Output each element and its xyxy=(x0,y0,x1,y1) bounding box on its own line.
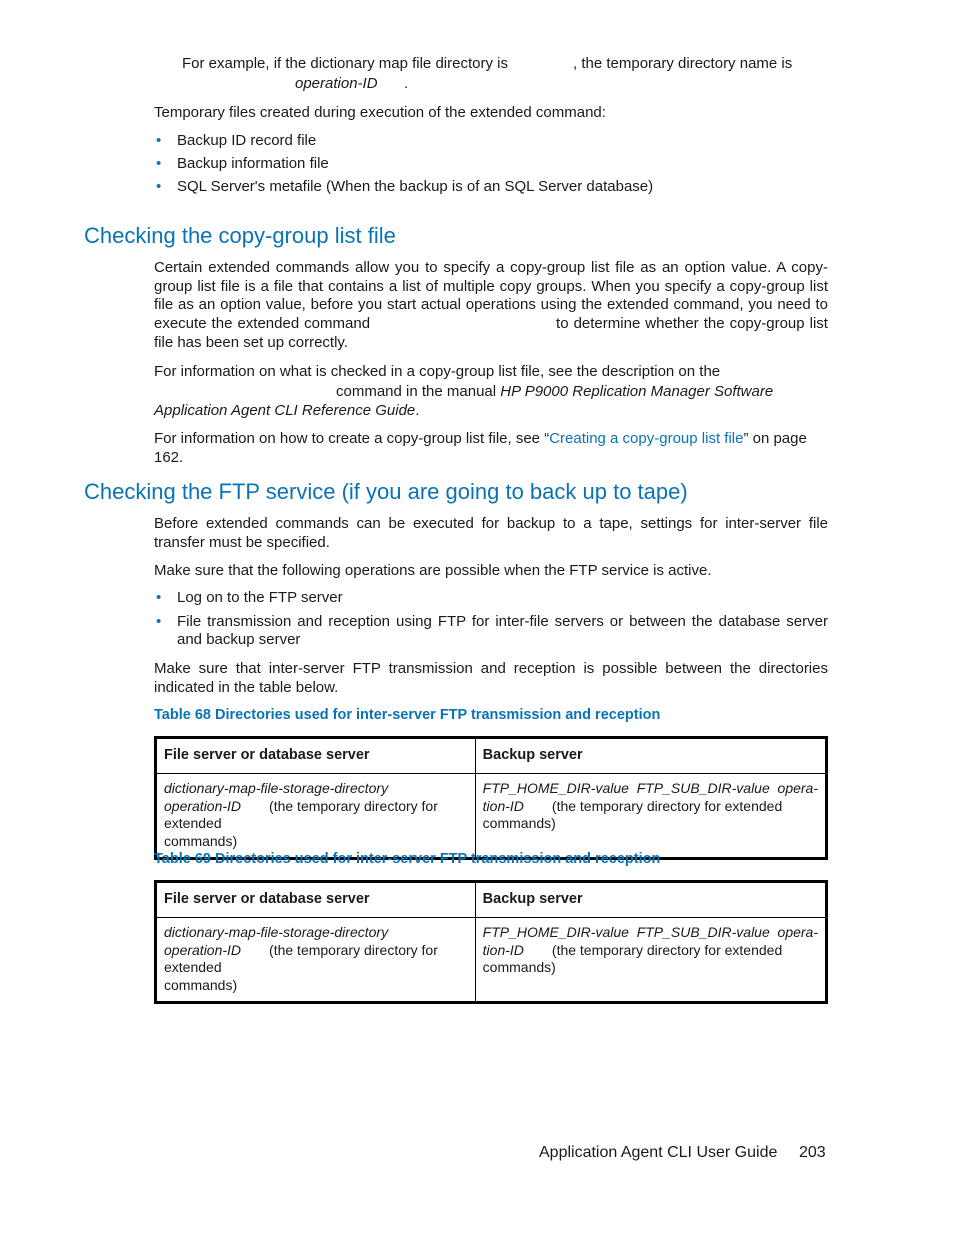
table-header-cell: File server or database server xyxy=(156,738,476,774)
example-line1-b xyxy=(573,54,792,73)
example-line1 xyxy=(182,54,508,73)
table-row xyxy=(156,774,827,859)
cell-italic: FTP_HOME_DIR-value FTP_SUB_DIR-value opera- xyxy=(482,780,818,796)
bullet-icon: • xyxy=(156,155,162,172)
list-item-text: SQL Server's metafile (When the backup is of an SQL Server database) xyxy=(177,178,654,195)
list-item-text: Backup information file xyxy=(177,155,329,172)
table-69-caption: Table 69 Directories used for inter-server FTP transmission and reception xyxy=(154,851,661,867)
table-row xyxy=(156,918,827,1003)
table-header-cell: Backup server xyxy=(475,738,826,774)
table-header-cell: Backup server xyxy=(475,882,826,918)
section-heading-ftp: Checking the FTP service (if you are going to back up to tape) xyxy=(84,479,688,504)
cell-italic: FTP_HOME_DIR-value FTP_SUB_DIR-value opera- xyxy=(482,924,818,940)
example-operation-id: operation-ID xyxy=(295,75,378,92)
cell-text: commands) xyxy=(482,815,556,831)
ftp-paragraph-1: Before extended commands can be executed for backup to a tape, settings for inter-server file transfer must be specified. xyxy=(154,515,828,551)
cell-text: (the temporary directory for extended xyxy=(164,797,438,831)
bullet-icon: • xyxy=(156,589,162,606)
table-69 xyxy=(154,880,828,1004)
table-header-cell: File server or database server xyxy=(156,882,476,918)
table-cell xyxy=(156,774,476,859)
paragraph-text: ” on page 162. xyxy=(154,430,807,466)
cell-italic: dictionary-map-file-storage-directory xyxy=(164,924,389,940)
list-item xyxy=(154,589,828,608)
cell-text: commands) xyxy=(164,976,238,993)
example-period: . xyxy=(404,75,409,92)
section-heading-copy-group: Checking the copy-group list file xyxy=(84,223,396,248)
table-cell xyxy=(156,918,476,1003)
bullet-icon: • xyxy=(156,178,162,195)
table-68-caption: Table 68 Directories used for inter-server FTP transmission and reception xyxy=(154,707,661,723)
copy-group-paragraph-3 xyxy=(154,429,828,467)
copy-group-paragraph-1 xyxy=(154,259,828,353)
cell-text: (the temporary directory for extended xyxy=(551,941,783,958)
ftp-paragraph-3: Make sure that inter-server FTP transmission and reception is possible between the directories indicated in the table below. xyxy=(154,660,828,696)
footer-title: Application Agent CLI User Guide xyxy=(539,1144,778,1161)
list-item-text: File transmission and reception using FTP for inter-file servers or between the database server and backup server xyxy=(177,612,828,648)
table-cell xyxy=(475,774,826,859)
paragraph-text: Certain extended commands allow you to specify a copy-group list file as an option value. A copy-group list file is a file that contains a list of multiple copy groups. When you specify a copy-group list file as an option value, before you start actual operations using the extended command, you need to execute the extended command xyxy=(154,259,828,333)
bullet-icon: • xyxy=(156,132,162,149)
list-item-text: Backup ID record file xyxy=(177,132,317,149)
copy-group-paragraph-2 xyxy=(154,362,828,421)
paragraph-text: For information on what is checked in a copy-group list file, see the description on the xyxy=(154,363,721,380)
table-header-row xyxy=(156,882,827,918)
cell-italic: dictionary-map-file-storage-directory xyxy=(164,780,389,796)
example-text-b: , the temporary directory name is xyxy=(573,55,793,72)
list-item xyxy=(154,131,828,150)
list-item xyxy=(154,154,828,173)
ftp-ops-list xyxy=(154,589,828,650)
cell-italic: operation-ID xyxy=(164,941,242,958)
bullet-icon: • xyxy=(156,612,162,630)
example-text-a: For example, if the dictionary map file directory is xyxy=(182,55,508,72)
cell-text: (the temporary directory for extended xyxy=(551,797,783,814)
manual-title: HP P9000 Replication Manager Software Application Agent CLI Reference Guide xyxy=(154,382,774,419)
ftp-paragraph-2: Make sure that the following operations are possible when the FTP service is active. xyxy=(154,562,712,579)
cell-italic: operation-ID xyxy=(164,797,242,814)
paragraph-text: For information on how to create a copy-group list file, see “ xyxy=(154,430,550,447)
paragraph-text: command in the manual xyxy=(336,382,497,400)
table-header-row xyxy=(156,738,827,774)
creating-copy-group-link[interactable]: Creating a copy-group list file xyxy=(549,430,744,447)
list-item-text: Log on to the FTP server xyxy=(177,589,343,606)
cell-text: commands) xyxy=(482,959,556,975)
list-item xyxy=(154,613,828,650)
page-number: 203 xyxy=(799,1144,826,1161)
table-cell xyxy=(475,918,826,1003)
table-68 xyxy=(154,736,828,860)
cell-text: (the temporary directory for extended xyxy=(164,941,438,975)
temp-files-lead: Temporary files created during execution of the extended command: xyxy=(154,104,606,121)
cell-text: commands) xyxy=(164,832,238,849)
cell-italic: tion-ID xyxy=(482,941,524,958)
cell-italic: tion-ID xyxy=(482,797,524,814)
paragraph-text: to determine whether the copy-group list file has been set up correctly. xyxy=(154,315,828,351)
paragraph-text: . xyxy=(415,402,420,419)
list-item xyxy=(154,177,828,196)
temp-files-list xyxy=(154,131,828,196)
